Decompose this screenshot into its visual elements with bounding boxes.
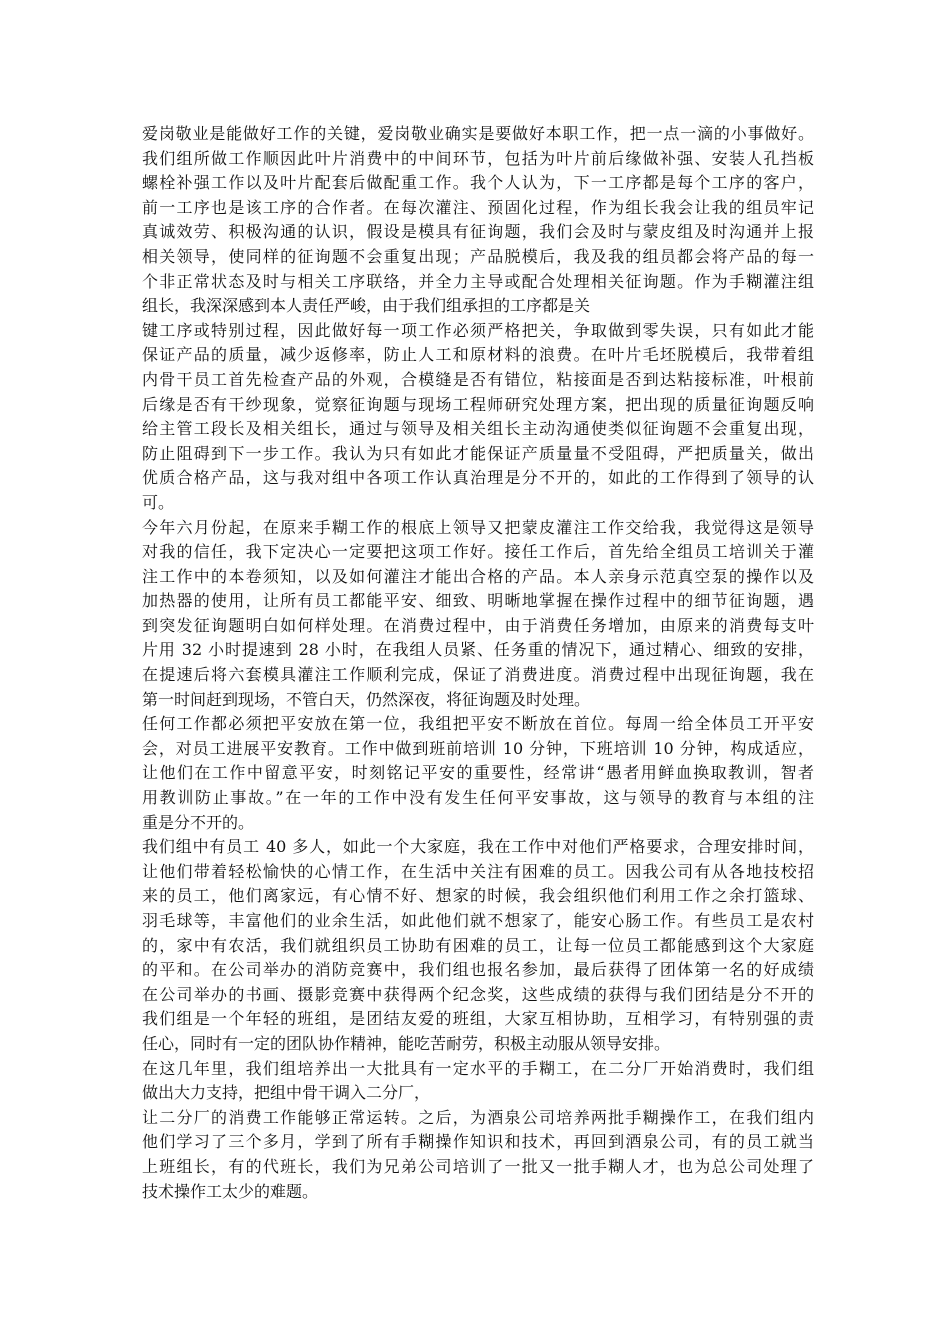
text-line: 羽毛球等，丰富他们的业余生活，如此他们就不想家了，能安心肠工作。有些员工是农村 — [142, 911, 814, 930]
text-line: 来的员工，他们离家远，有心情不好、想家的时候，我会组织他们利用工作之余打篮球、 — [142, 886, 814, 906]
text-line: 后缘是否有干纱现象，觉察征询题与现场工程师研究处理方案，把出现的质量征询题反响 — [142, 394, 814, 414]
text-line: 键工序或特别过程，因此做好每一项工作必须严格把关，争取做到零失误，只有如此才能 — [142, 320, 814, 340]
text-line: 组长，我深深感到本人责任严峻，由于我们组承担的工序都是关 — [142, 296, 591, 316]
text-line: 优质合格产品，这与我对组中各项工作认真治理是分不开的，如此的工作得到了领导的认 — [142, 468, 814, 488]
text-line: 用教训防止事故。”在一年的工作中没有发生任何平安事故，这与领导的教育与本组的注 — [142, 788, 814, 808]
text-line: 第一时间赶到现场，不管白天，仍然深夜，将征询题及时处理。 — [142, 689, 591, 709]
text-line: 的，家中有农活，我们就组织员工协助有困难的员工，让每一位员工都能感到这个大家庭 — [142, 935, 814, 955]
text-line: 对我的信任，我下定决心一定要把这项工作好。接任工作后，首先给全组员工培训关于灌 — [142, 542, 814, 562]
text-line: 我们组是一个年轻的班组，是团结友爱的班组，大家互相协助，互相学习，有特别强的责 — [142, 1009, 814, 1029]
text-line: 内骨干员工首先检查产品的外观，合模缝是否有错位，粘接面是否到达粘接标准，叶根前 — [142, 369, 814, 389]
text-line: 保证产品的质量，减少返修率，防止人工和原材料的浪费。在叶片毛坯脱模后，我带着组 — [142, 345, 814, 365]
text-line: 给主管工段长及相关组长，通过与领导及相关组长主动沟通使类似征询题不会重复出现， — [142, 419, 814, 439]
text-line: 他们学习了三个多月，学到了所有手糊操作知识和技术，再回到酒泉公司，有的员工就当 — [142, 1132, 814, 1152]
text-line: 任何工作都必须把平安放在第一位，我组把平安不断放在首位。每周一给全体员工开平安 — [142, 714, 814, 734]
text-line: 真诚效劳、积极沟通的认识，假设是模具有征询题，我们会及时与蒙皮组及时沟通并上报 — [142, 222, 814, 242]
text-line: 前一工序也是该工序的合作者。在每次灌注、预固化过程，作为组长我会让我的组员牢记 — [142, 197, 814, 217]
text-line: 爱岗敬业是能做好工作的关键，爱岗敬业确实是要做好本职工作，把一点一滴的小事做好。 — [142, 124, 814, 143]
text-line: 的平和。在公司举办的消防竞赛中，我们组也报名参加，最后获得了团体第一名的好成绩 — [142, 960, 814, 980]
text-line: 做出大力支持，把组中骨干调入二分厂， — [142, 1083, 431, 1103]
text-line: 让他们在工作中留意平安，时刻铭记平安的重要性，经常讲“愚者用鲜血换取教训，智者 — [142, 763, 814, 783]
text-line: 到突发征询题明白如何样处理。在消费过程中，由于消费任务增加，由原来的消费每支叶 — [142, 615, 814, 635]
text-line: 今年六月份起，在原来手糊工作的根底上领导又把蒙皮灌注工作交给我，我觉得这是领导 — [142, 517, 814, 537]
document-body — [142, 122, 814, 1204]
text-line: 注工作中的本卷须知，以及如何灌注才能出合格的产品。本人亲身示范真空泵的操作以及 — [142, 566, 814, 586]
text-line: 我们组中有员工 40 多人，如此一个大家庭，我在工作中对他们严格要求，合理安排时间， — [142, 837, 814, 857]
text-line: 技术操作工太少的难题。 — [142, 1181, 319, 1201]
text-line: 任心，同时有一定的团队协作精神，能吃苦耐劳，积极主动服从领导安排。 — [142, 1033, 671, 1053]
text-line: 在公司举办的书画、摄影竞赛中获得两个纪念奖，这些成绩的获得与我们团结是分不开的 — [142, 984, 814, 1004]
text-line: 在这几年里，我们组培养出一大批具有一定水平的手糊工，在二分厂开始消费时，我们组 — [142, 1058, 814, 1078]
text-line: 防止阻碍到下一步工作。我认为只有如此才能保证产质量量不受阻碍，严把质量关，做出 — [142, 443, 814, 463]
text-line: 我们组所做工作顺因此叶片消费中的中间环节，包括为叶片前后缘做补强、安装人孔挡板 — [142, 148, 814, 168]
text-line: 螺栓补强工作以及叶片配套后做配重工作。我个人认为，下一工序都是每个工序的客户， — [142, 173, 814, 193]
text-line: 片用 32 小时提速到 28 小时，在我组人员紧、任务重的情况下，通过精心、细致的安排， — [142, 640, 814, 660]
text-line: 在提速后将六套模具灌注工作顺利完成，保证了消费进度。消费过程中出现征询题，我在 — [142, 665, 814, 685]
text-line: 相关领导，使同样的征询题不会重复出现；产品脱模后，我及我的组员都会将产品的每一 — [142, 246, 814, 266]
text-line: 上班组长，有的代班长，我们为兄弟公司培训了一批又一批手糊人才，也为总公司处理了 — [142, 1156, 814, 1176]
text-line: 加热器的使用，让所有员工都能平安、细致、明晰地掌握在操作过程中的细节征询题，遇 — [142, 591, 814, 611]
text-line: 可。 — [142, 492, 175, 512]
text-line: 会，对员工进展平安教育。工作中做到班前培训 10 分钟，下班培训 10 分钟，构成适应， — [142, 738, 814, 758]
text-line: 让他们带着轻松愉快的心情工作，在生活中关注有困难的员工。因我公司有从各地技校招 — [142, 861, 814, 881]
text-line: 个非正常状态及时与相关工序联络，并全力主导或配合处理相关征询题。作为手糊灌注组 — [142, 271, 814, 291]
text-line: 让二分厂的消费工作能够正常运转。之后，为酒泉公司培养两批手糊操作工，在我们组内 — [142, 1107, 814, 1127]
text-line: 重是分不开的。 — [142, 812, 255, 832]
